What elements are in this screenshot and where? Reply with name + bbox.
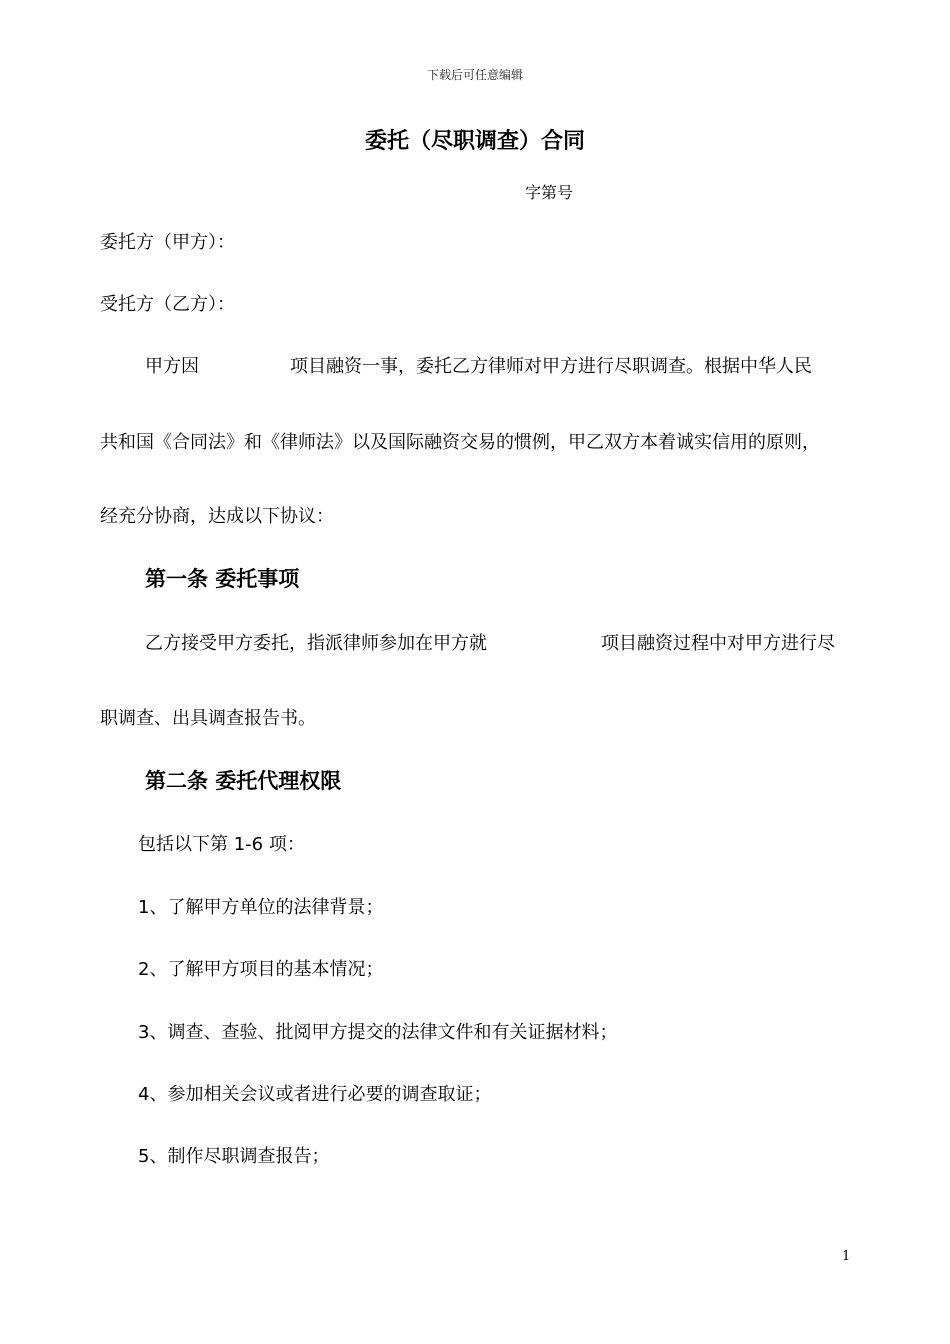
article-1-line-2: 职调查、出具调查报告书。 xyxy=(100,708,316,729)
article-2-heading: 第二条 委托代理权限 xyxy=(145,769,342,793)
article-1-line-1a: 乙方接受甲方委托，指派律师参加在甲方就 xyxy=(145,633,487,654)
client-party-label: 委托方（甲方）： xyxy=(100,232,235,253)
header-note: 下载后可任意编辑 xyxy=(426,68,523,82)
list-item: 5、制作尽职调查报告； xyxy=(138,1146,330,1167)
article-2-intro: 包括以下第 1-6 项： xyxy=(138,834,305,855)
list-item: 2、了解甲方项目的基本情况； xyxy=(138,959,384,980)
article-1-line-1b: 项目融资过程中对甲方进行尽 xyxy=(601,633,835,654)
list-item: 1、了解甲方单位的法律背景； xyxy=(138,897,384,918)
trustee-party-label: 受托方（乙方）： xyxy=(100,294,235,315)
document-number: 字第号 xyxy=(525,183,574,202)
list-item: 3、调查、查验、批阅甲方提交的法律文件和有关证据材料； xyxy=(138,1022,618,1043)
preamble-line-1a: 甲方因 xyxy=(145,356,199,377)
preamble-line-2: 共和国《合同法》和《律师法》以及国际融资交易的惯例，甲乙双方本着诚实信用的原则， xyxy=(100,432,820,453)
preamble-line-3: 经充分协商，达成以下协议： xyxy=(100,506,334,527)
document-title: 委托（尽职调查）合同 xyxy=(364,129,585,154)
preamble-line-1b: 项目融资一事，委托乙方律师对甲方进行尽职调查。根据中华人民 xyxy=(290,356,812,377)
list-item: 4、参加相关会议或者进行必要的调查取证； xyxy=(138,1084,492,1105)
article-1-heading: 第一条 委托事项 xyxy=(145,567,300,591)
page-number: 1 xyxy=(842,1249,851,1264)
